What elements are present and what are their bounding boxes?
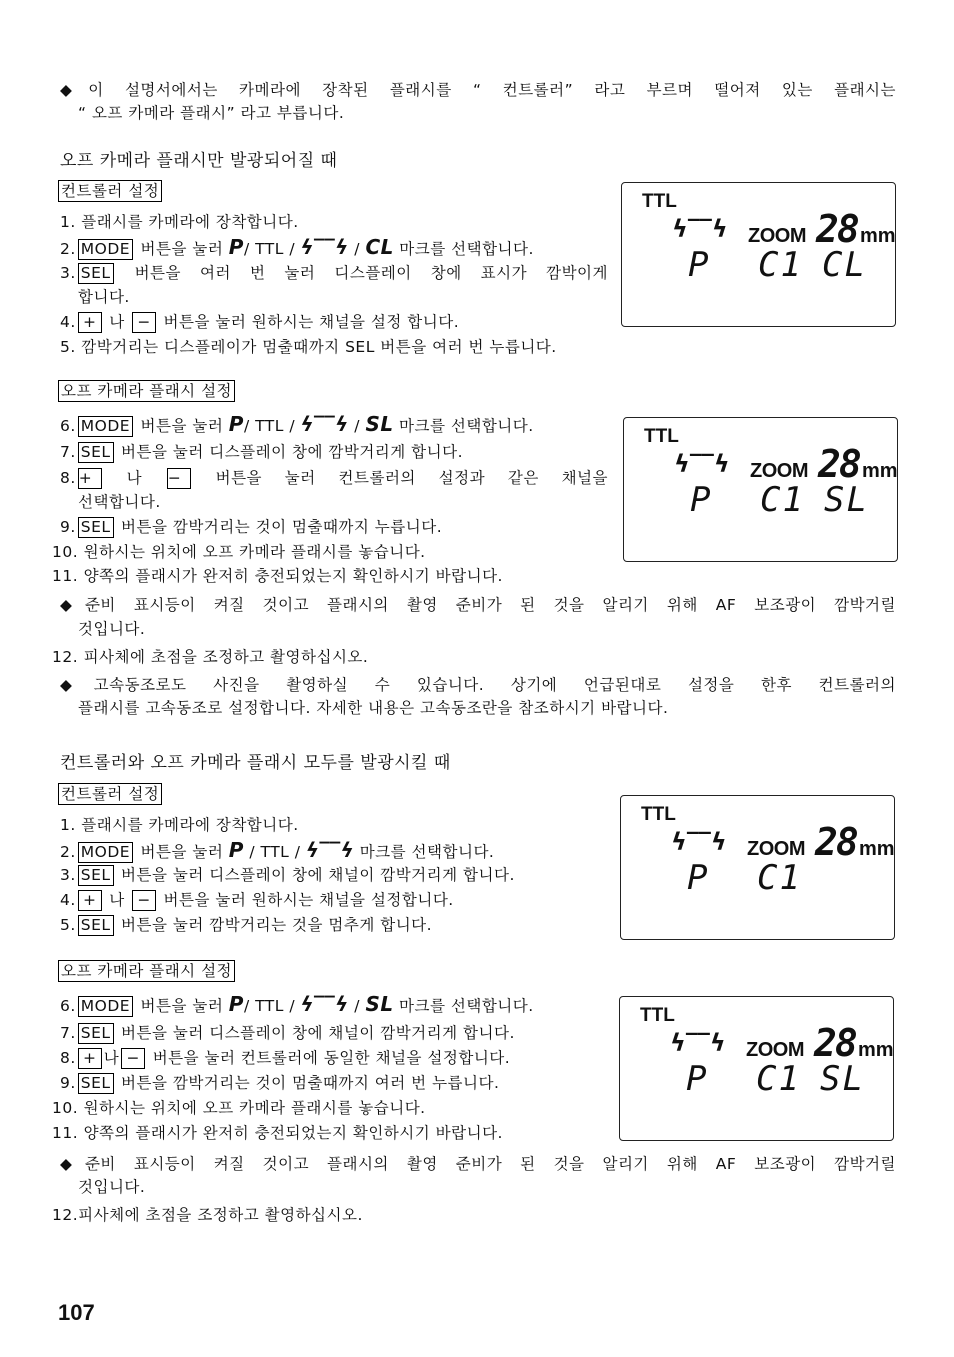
sel-button-label: SEL xyxy=(78,1023,114,1044)
mode-button-label: MODE xyxy=(78,842,133,863)
step-num: 4. xyxy=(60,891,76,909)
step-text: / TTL / xyxy=(243,997,301,1015)
step-num: 7. xyxy=(60,443,76,461)
channel-indicator: C1 xyxy=(760,480,805,520)
controller-settings-label: 컨트롤러 설정 xyxy=(58,783,162,805)
mode-button-label: MODE xyxy=(78,416,133,437)
zoom-value: 28 xyxy=(814,1021,856,1065)
group-indicator: CL xyxy=(822,245,867,285)
step-text: 버튼을 눌러 디스플레이 창에 채널이 깜박거리게 합니다. xyxy=(115,866,515,884)
off-camera-settings-label: 오프 카메라 플래시 설정 xyxy=(58,960,235,982)
step-num: 9. xyxy=(60,1074,76,1092)
intro-line-1: ◆이 설명서에서는 카메라에 장착된 플래시를 “ 컨트롤러” 라고 부르며 떨어져 있는 플래시는 xyxy=(60,81,896,99)
step-text: / TTL / xyxy=(243,240,301,258)
step-8-cont: 선택합니다. xyxy=(78,493,161,511)
step-text: 버튼을 눌러 원하시는 채널을 설정 합니다. xyxy=(158,313,460,331)
channel-indicator: C1 xyxy=(756,1059,801,1099)
step-1: 1. 플래시를 카메라에 장착합니다. xyxy=(60,213,299,231)
manual-flash-icon: ϟ‾‾ϟ xyxy=(300,412,349,436)
manual-flash-icon: ϟ‾‾ϟ xyxy=(672,215,728,243)
sel-button-label: SEL xyxy=(78,263,114,284)
step-num: 3. xyxy=(60,264,76,282)
program-mode-icon: P xyxy=(228,412,244,436)
step-11: 11. 양쪽의 플래시가 완저히 충전되었는지 확인하시기 바랍니다. xyxy=(52,567,503,585)
step-text: / xyxy=(348,240,366,258)
program-mode-icon: P xyxy=(228,838,244,862)
zoom-unit: mm xyxy=(860,225,896,247)
zoom-value: 28 xyxy=(816,207,858,251)
ttl-label: TTL xyxy=(640,1005,675,1026)
step-text: 버튼을 눌러 xyxy=(135,997,229,1015)
step-num: 6. xyxy=(60,997,76,1015)
ttl-label: TTL xyxy=(642,191,677,212)
step-5 xyxy=(60,914,432,936)
sel-button-label: SEL xyxy=(78,865,114,886)
minus-button-label: − xyxy=(132,890,156,911)
sel-button-label: SEL xyxy=(78,915,114,936)
mode-button-label: MODE xyxy=(78,996,133,1017)
ttl-label: TTL xyxy=(644,426,679,447)
step-6 xyxy=(60,993,534,1017)
zoom-label: ZOOM xyxy=(748,225,806,247)
step-11: 11. 양쪽의 플래시가 완저히 충전되었는지 확인하시기 바랍니다. xyxy=(52,1124,503,1142)
mode-indicator: P xyxy=(688,245,709,285)
manual-flash-icon: ϟ‾‾ϟ xyxy=(671,828,727,856)
step-12: 12.피사체에 초점을 조정하고 촬영하십시오. xyxy=(52,1206,363,1224)
minus-button-label: − xyxy=(167,468,191,489)
zoom-unit: mm xyxy=(858,1039,894,1061)
step-text: / xyxy=(348,997,366,1015)
step-4 xyxy=(60,311,459,333)
zoom-unit: mm xyxy=(859,838,895,860)
step-num: 8. xyxy=(60,469,76,487)
step-text: 마크를 선택합니다. xyxy=(393,417,534,435)
controller-cl-icon: CL xyxy=(365,235,394,259)
channel-indicator: C1 xyxy=(757,858,802,898)
step-text: 버튼을 눌러 디스플레이 창에 깜박거리게 합니다. xyxy=(115,443,464,461)
group-indicator: SL xyxy=(824,480,869,520)
lcd-display-controller-1 xyxy=(621,182,896,327)
step-num: 9. xyxy=(60,518,76,536)
step-text: 마크를 선택합니다. xyxy=(393,997,534,1015)
step-7 xyxy=(60,1022,515,1044)
page-number: 107 xyxy=(58,1300,95,1325)
step-num: 2. xyxy=(60,240,76,258)
step-4 xyxy=(60,889,454,911)
manual-flash-icon: ϟ‾‾ϟ xyxy=(300,235,349,259)
zoom-value: 28 xyxy=(815,820,857,864)
intro-line-2: “ 오프 카메라 플래시” 라고 부릅니다. xyxy=(78,104,345,122)
step-text: 마크를 선택합니다. xyxy=(393,240,534,258)
minus-button-label: − xyxy=(121,1048,145,1069)
step-text: 버튼을 깜박거리는 것이 멈출때까지 여러 번 누릅니다. xyxy=(115,1074,500,1092)
mode-indicator: P xyxy=(687,858,708,898)
controller-settings-label: 컨트롤러 설정 xyxy=(58,180,162,202)
step-num: 4. xyxy=(60,313,76,331)
step-num: 2. xyxy=(60,843,76,861)
slave-sl-icon: SL xyxy=(365,412,394,436)
manual-flash-icon: ϟ‾‾ϟ xyxy=(674,450,730,478)
step-text: 버튼을 눌러 컨트롤러에 동일한 채널을 설정합니다. xyxy=(147,1049,511,1067)
minus-button-label: − xyxy=(132,312,156,333)
step-num: 3. xyxy=(60,866,76,884)
note-hss-line-2: 플래시를 고속동조로 설정합니다. 자세한 내용은 고속동조란을 참조하시기 바랍니다. xyxy=(78,699,669,717)
zoom-value: 28 xyxy=(818,442,860,486)
step-8 xyxy=(60,466,608,490)
step-text: 나 xyxy=(103,469,165,487)
step-5: 5. 깜박거리는 디스플레이가 멈출때까지 SEL 버튼을 여러 번 누릅니다. xyxy=(60,338,557,356)
manual-flash-icon: ϟ‾‾ϟ xyxy=(305,838,355,862)
step-text: / TTL / xyxy=(243,417,301,435)
step-text: 나 xyxy=(103,313,131,331)
mode-indicator: P xyxy=(686,1059,707,1099)
plus-button-label: + xyxy=(78,890,102,911)
step-3-cont: 합니다. xyxy=(78,288,130,306)
step-num: 6. xyxy=(60,417,76,435)
channel-indicator: C1 xyxy=(758,245,803,285)
step-text: 버튼을 눌러 디스플레이 창에 채널이 깜박거리게 합니다. xyxy=(115,1024,515,1042)
program-mode-icon: P xyxy=(228,235,244,259)
mode-indicator: P xyxy=(690,480,711,520)
zoom-label: ZOOM xyxy=(746,1039,804,1061)
step-text: 나 xyxy=(103,891,131,909)
note-ready-line-2: 것입니다. xyxy=(78,1178,146,1196)
step-text: 버튼을 눌러 원하시는 채널을 설정합니다. xyxy=(158,891,454,909)
plus-button-label: + xyxy=(78,468,102,489)
step-text: 버튼을 깜박거리는 것이 멈출때까지 누릅니다. xyxy=(115,518,443,536)
program-mode-icon: P xyxy=(228,992,244,1016)
step-text: / xyxy=(348,417,366,435)
step-10: 10. 원하시는 위치에 오프 카메라 플래시를 놓습니다. xyxy=(52,1099,426,1117)
zoom-unit: mm xyxy=(862,460,898,482)
slave-sl-icon: SL xyxy=(365,992,394,1016)
step-9 xyxy=(60,1072,499,1094)
step-3 xyxy=(60,261,608,285)
note-hss-line-1: ◆고속동조로도 사진을 촬영하실 수 있습니다. 상기에 언급된대로 설정을 한후 컨트롤러의 xyxy=(60,676,896,694)
step-10: 10. 원하시는 위치에 오프 카메라 플래시를 놓습니다. xyxy=(52,543,426,561)
group-indicator: SL xyxy=(820,1059,865,1099)
section-2-title: 컨트롤러와 오프 카메라 플래시 모두를 발광시킬 때 xyxy=(60,753,451,773)
step-text: 버튼을 눌러 xyxy=(135,417,229,435)
step-2 xyxy=(60,236,534,260)
lcd-display-off-camera-2 xyxy=(619,996,894,1141)
step-1: 1. 플래시를 카메라에 장착합니다. xyxy=(60,816,299,834)
zoom-label: ZOOM xyxy=(747,838,805,860)
mode-button-label: MODE xyxy=(78,239,133,260)
step-num: 7. xyxy=(60,1024,76,1042)
step-6 xyxy=(60,413,534,437)
step-8 xyxy=(60,1047,510,1069)
sel-button-label: SEL xyxy=(78,442,114,463)
manual-flash-icon: ϟ‾‾ϟ xyxy=(670,1029,726,1057)
plus-button-label: + xyxy=(78,312,102,333)
note-ready-line-1: ◆준비 표시등이 켜질 것이고 플래시의 촬영 준비가 된 것을 알리기 위해 AF 보조광이 깜박거릴 xyxy=(60,1155,896,1173)
step-num: 8. xyxy=(60,1049,76,1067)
section-1-title: 오프 카메라 플래시만 발광되어질 때 xyxy=(60,151,338,171)
plus-button-label: + xyxy=(78,1048,102,1069)
step-text: 버튼을 눌러 컨트롤러의 설정과 같은 채널을 xyxy=(192,469,609,487)
step-12: 12. 피사체에 초점을 조정하고 촬영하십시오. xyxy=(52,648,369,666)
step-7 xyxy=(60,441,463,463)
note-ready-line-2: 것입니다. xyxy=(78,620,146,638)
lcd-display-off-camera-1 xyxy=(623,417,898,562)
sel-button-label: SEL xyxy=(78,517,114,538)
step-text: / TTL / xyxy=(243,843,306,861)
step-num: 5. xyxy=(60,916,76,934)
ttl-label: TTL xyxy=(641,804,676,825)
manual-flash-icon: ϟ‾‾ϟ xyxy=(300,992,349,1016)
step-text: 버튼을 여러 번 눌러 디스플레이 창에 표시가 깜박이게 xyxy=(115,264,608,282)
note-ready-line-1: ◆준비 표시등이 켜질 것이고 플래시의 촬영 준비가 된 것을 알리기 위해 AF 보조광이 깜박거릴 xyxy=(60,596,896,614)
step-text: 버튼을 눌러 xyxy=(135,240,229,258)
step-text: 나 xyxy=(103,1049,120,1067)
step-text: 마크를 선택합니다. xyxy=(354,843,495,861)
step-9 xyxy=(60,516,442,538)
lcd-display-controller-2 xyxy=(620,795,895,940)
zoom-label: ZOOM xyxy=(750,460,808,482)
sel-button-label: SEL xyxy=(78,1073,114,1094)
step-2 xyxy=(60,839,494,863)
step-text: 버튼을 눌러 깜박거리는 것을 멈추게 합니다. xyxy=(115,916,433,934)
step-3 xyxy=(60,864,515,886)
step-text: 버튼을 눌러 xyxy=(135,843,229,861)
off-camera-settings-label: 오프 카메라 플래시 설정 xyxy=(58,380,235,402)
